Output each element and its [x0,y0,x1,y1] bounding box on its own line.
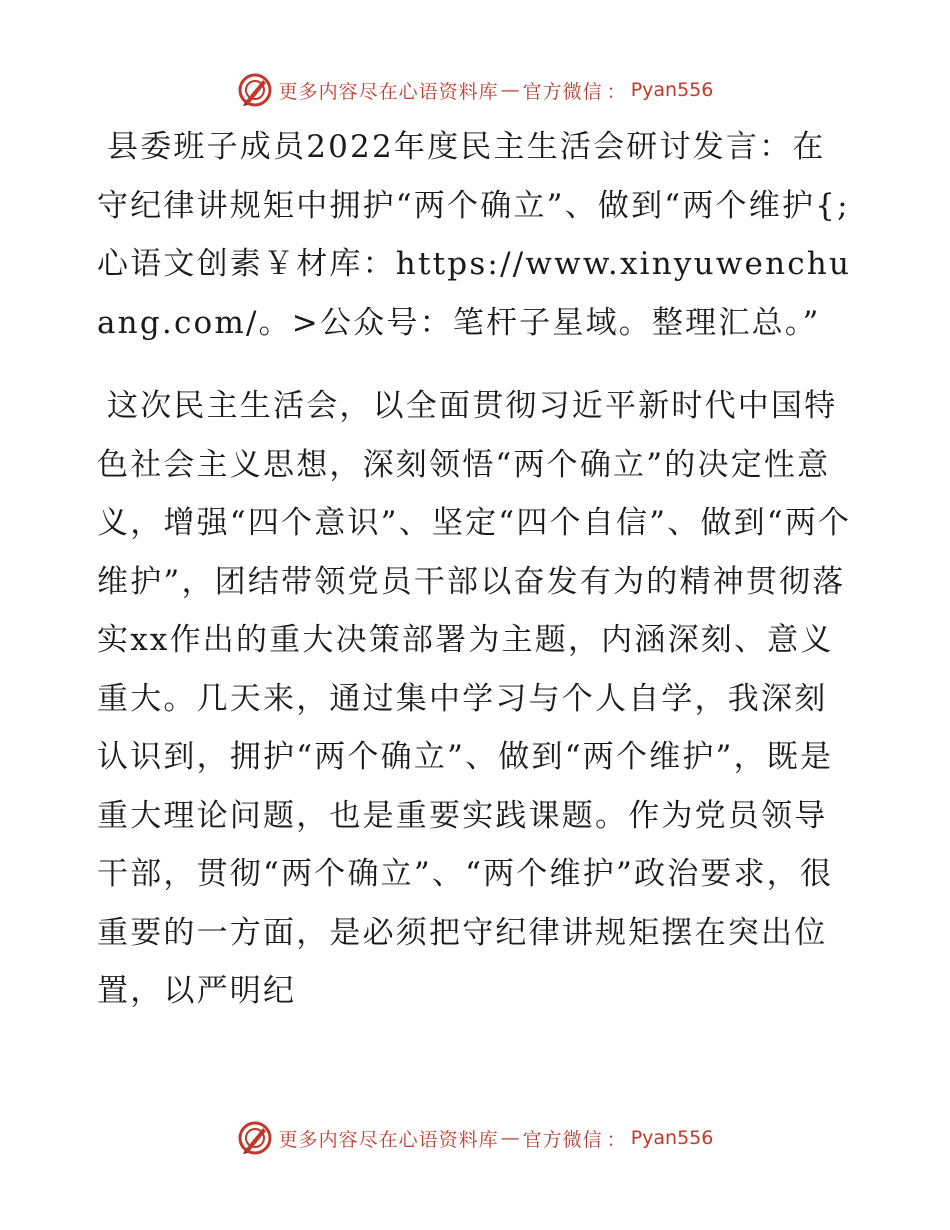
pen-circle-logo-icon [237,1120,273,1156]
watermark-text: 更多内容尽在心语资料库 [278,1128,499,1151]
watermark-dash: — [500,79,521,101]
watermark-separator: ： [606,80,627,103]
watermark-label: 官方微信 [522,80,603,103]
watermark-dash: — [500,1127,521,1149]
pen-circle-logo-icon [237,72,273,108]
document-paragraph: 这次民主生活会，以全面贯彻习近平新时代中国特色社会主义思想，深刻领悟“两个确立”的决定性意义，增强“四个意识”、坚定“四个自信”、做到“两个维护”，团结带领党员干部以奋发有为的精神贯彻落实xx作出的重大决策部署为主题，内涵深刻、意义重大。几天来，通过集中学习与个人自学，我深刻认识到，拥护“两个确立”、做到“两个维护”，既是重大理论问题，也是重要实践课题。作为党员领导干部，贯彻“两个确立”、“两个维护”政治要求，很重要的一方面，是必须把守纪律讲规矩摆在突出位置，以严明纪 [97,388,852,1009]
watermark-label: 官方微信 [522,1128,603,1151]
document-title: 县委班子成员2022年度民主生活会研讨发言：在守纪律讲规矩中拥护“两个确立”、做到“两个维护{;心语文创素￥材库：https://www.xinyuwenchuang.com/。>公众号：笔杆子星域。整理汇总。” [97,129,852,341]
header-watermark [0,70,950,110]
watermark-id: Pyan556 [630,1127,714,1149]
document-body [97,118,857,1021]
watermark-separator: ： [606,1128,627,1151]
watermark-text: 更多内容尽在心语资料库 [278,80,499,103]
watermark-id: Pyan556 [630,79,714,101]
footer-watermark [0,1118,950,1158]
